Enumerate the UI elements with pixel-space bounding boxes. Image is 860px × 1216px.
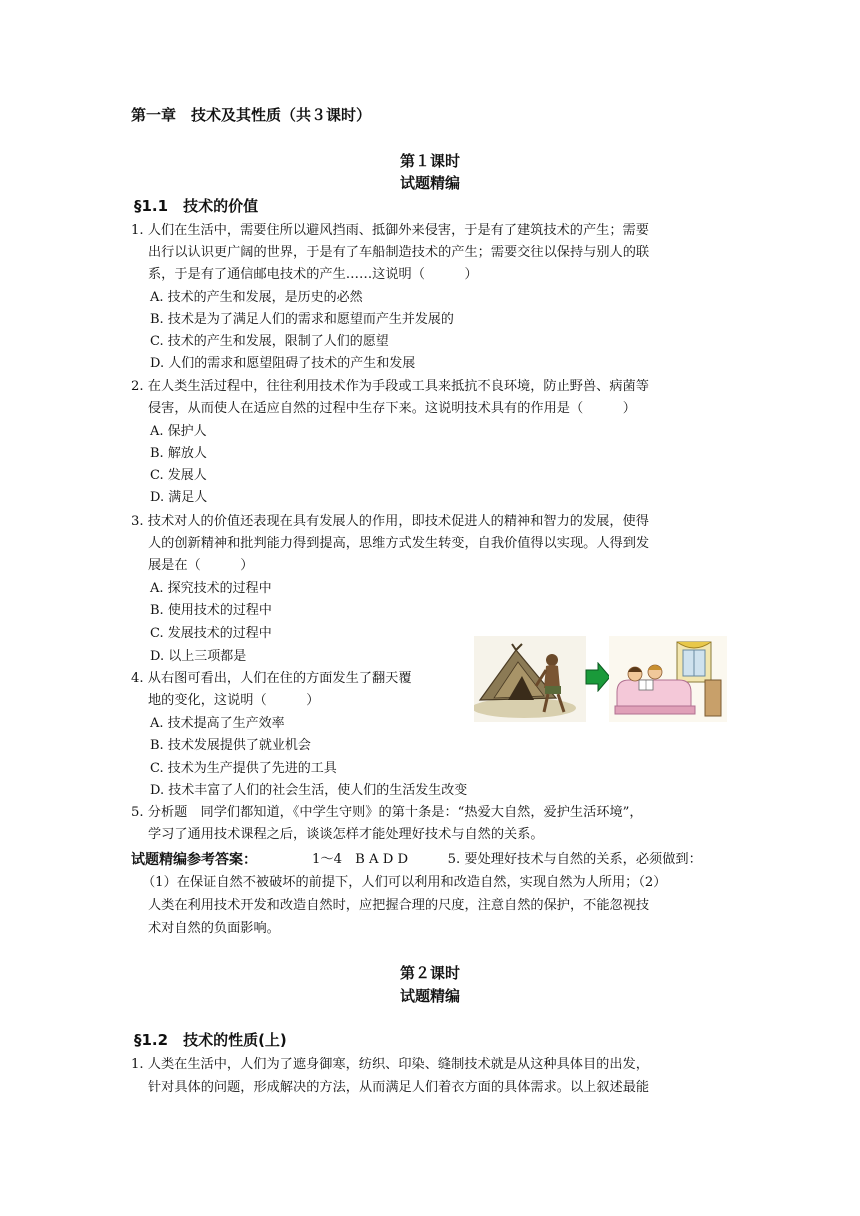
q3-line-2: 人的创新精神和批判能力得到提高，思维方式发生转变，自我价值得以实现。人得到发 xyxy=(148,536,650,551)
q2-option-a: A. 保护人 xyxy=(150,424,207,439)
green-arrow-icon xyxy=(585,662,611,692)
q1-option-b: B. 技术是为了满足人们的需求和愿望而产生并发展的 xyxy=(150,312,454,327)
q2-option-c: C. 发展人 xyxy=(150,468,207,483)
q3-option-d: D. 以上三项都是 xyxy=(150,649,247,664)
q2-line-1: 2. 在人类生活过程中，往往利用技术作为手段或工具来抵抗不良环境，防止野兽、病菌等 xyxy=(131,379,649,394)
q3-line-3: 展是在（ ） xyxy=(148,558,254,573)
q3-option-c: C. 发展技术的过程中 xyxy=(150,626,272,641)
q4-option-d: D. 技术丰富了人们的社会生活，使人们的生活发生改变 xyxy=(150,783,468,798)
chapter-title: 第一章 技术及其性质（共３课时） xyxy=(131,106,372,124)
l2-q1-line-1: 1. 人类在生活中，人们为了遮身御寒，纺织、印染、缝制技术就是从这种具体目的出发， xyxy=(131,1057,649,1072)
q2-option-b: B. 解放人 xyxy=(150,446,207,461)
q1-line-2: 出行以认识更广阔的世界，于是有了车船制造技术的产生；需要交往以保持与别人的联 xyxy=(148,245,650,260)
lesson1-title: 第１课时 xyxy=(399,152,460,170)
lesson2-title: 第２课时 xyxy=(399,964,460,982)
q1-option-d: D. 人们的需求和愿望阻碍了技术的产生和发展 xyxy=(150,356,416,371)
q4-option-a: A. 技术提高了生产效率 xyxy=(150,716,285,731)
q3-option-b: B. 使用技术的过程中 xyxy=(150,603,272,618)
answers-label: 试题精编参考答案： xyxy=(131,852,257,868)
q4-line-1: 4. 从右图可看出，人们在住的方面发生了翻天覆 xyxy=(131,671,412,686)
q3-option-a: A. 探究技术的过程中 xyxy=(150,581,272,596)
lesson1-subtitle: 试题精编 xyxy=(399,174,460,192)
q4-option-b: B. 技术发展提供了就业机会 xyxy=(150,738,311,753)
answers-line-1: 1～4 B A D D 5. 要处理好技术与自然的关系，必须做到： xyxy=(312,852,702,867)
q4-option-c: C. 技术为生产提供了先进的工具 xyxy=(150,761,337,776)
q4-line-2: 地的变化，这说明（ ） xyxy=(148,693,320,708)
l2-q1-line-2: 针对具体的问题，形成解决的方法，从而满足人们着衣方面的具体需求。以上叙述最能 xyxy=(148,1080,650,1095)
q1-option-a: A. 技术的产生和发展，是历史的必然 xyxy=(150,290,363,305)
primitive-hut-icon xyxy=(474,636,586,722)
answers-line-4: 术对自然的负面影响。 xyxy=(148,921,280,936)
lesson2-subtitle: 试题精编 xyxy=(399,987,460,1005)
q2-line-2: 侵害，从而使人在适应自然的过程中生存下来。这说明技术具有的作用是（ ） xyxy=(148,401,636,416)
q1-line-3: 系，于是有了通信邮电技术的产生……这说明（ ） xyxy=(148,267,478,282)
answers-line-2: （1）在保证自然不被破坏的前提下，人们可以利用和改造自然，实现自然为人所用；（2） xyxy=(142,875,667,890)
answers-line-3: 人类在利用技术开发和改造自然时，应把握合理的尺度，注意自然的保护，不能忽视技 xyxy=(148,898,650,913)
section-1-1-heading: §1.1 技术的价值 xyxy=(134,197,259,215)
section-1-2-heading: §1.2 技术的性质(上) xyxy=(134,1031,287,1049)
q1-line-1: 1. 人们在生活中，需要住所以避风挡雨、抵御外来侵害，于是有了建筑技术的产生；需要 xyxy=(131,223,649,238)
q5-line-1: 5. 分析题 同学们都知道，《中学生守则》的第十条是：“热爱大自然，爱护生活环境”， xyxy=(131,805,643,820)
q3-line-1: 3. 技术对人的价值还表现在具有发展人的作用，即技术促进人的精神和智力的发展，使得 xyxy=(131,514,649,529)
q5-line-2: 学习了通用技术课程之后，谈谈怎样才能处理好技术与自然的关系。 xyxy=(148,827,544,842)
q2-option-d: D. 满足人 xyxy=(150,490,208,505)
q1-option-c: C. 技术的产生和发展，限制了人们的愿望 xyxy=(150,334,389,349)
modern-bedroom-icon xyxy=(609,636,727,722)
